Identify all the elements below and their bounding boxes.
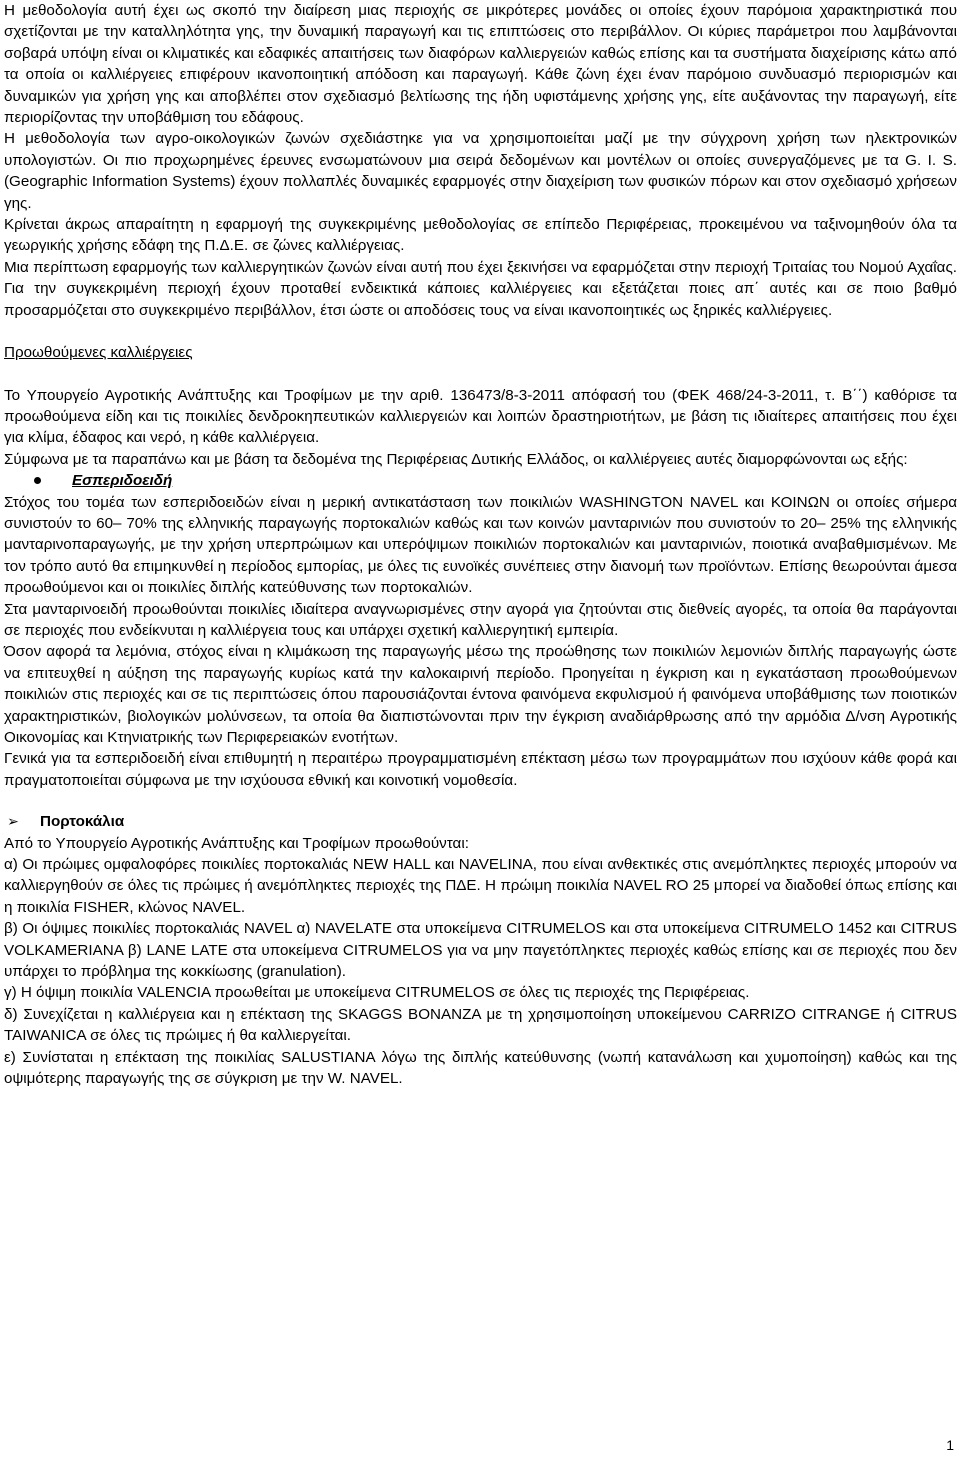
oranges-paragraph-4: γ) Η όψιμη ποικιλία VALENCIA προωθείται με υποκείμενα CITRUMELOS σε όλες τις περιοχές της Περιφέρειας. [4,984,750,1002]
citrus-paragraph-1: Στόχος του τομέα των εσπεριδοειδών είναι η μερική αντικατάσταση των ποικιλιών WASHINGTON NAVEL και ΚΟΙΝΩΝ οι οποίες σήμερα συνιστούν το 60– 70% της ελληνικής παραγωγής πορτοκαλιών καθώς και των κοινών μανταρινιών που συνιστούν το 20– 25% της ελληνικής μανταρινοπαραγωγής, με την χρήση υπερπρώιμων και υπερόψιμων ποικιλιών πορτοκαλιών και μανταρινιών, ποιοτικά αναβαθμισμένων. Με τον τρόπο αυτό θα επιμηκυνθεί η περίοδος εμπορίας, με όλες τις ευνοϊκές συνέπειες στην διανομή των προϊόντων. Επίσης θεωρούνται άμεσα προωθούμενοι και οι ποικιλίες διπλής κατεύθυνσης των πορτοκαλιών. [4,493,957,597]
arrow-oranges [4,811,957,832]
section-paragraph-1: Το Υπουργείο Αγροτικής Ανάπτυξης και Τροφίμων με την αριθ. 136473/8-3-2011 απόφασή του (ΦΕΚ 468/24-3-2011, τ. Β΄΄) καθόρισε τα προωθούμενα είδη και τις ποικιλίες δενδροκηπευτικών καλλιεργειών και λοιπών δραστηριοτήτων, με βάση τις ιδιαίτερες απαιτήσεις που έχει για κλίμα, έδαφος και νερό, η κάθε καλλιέργεια. [4,386,957,447]
arrow-heading: Πορτοκάλια [40,813,125,831]
citrus-paragraph-4: Γενικά για τα εσπεριδοειδή είναι επιθυμητή η περαιτέρω προγραμματισμένη επέκταση μέσω των προγραμμάτων που ισχύουν κάθε φορά και πραγματοποιείται σύμφωνα με την ισχύουσα εθνική και κοινοτική νομοθεσία. [4,750,957,789]
arrowhead-bullet-icon: ➢ [7,813,19,830]
document-page [4,0,957,1090]
spacer [4,364,957,385]
citrus-paragraph-2: Στα μανταρινοειδή προωθούνται ποικιλίες ιδιαίτερα αναγνωρισμένες στην αγορά για ζητούνται στις διεθνείς αγορές, τα οποία θα παράγονται σε περιοχές που ενδείκνυται η καλλιέργεια τους και υπάρχει σχετική καλλιεργητική εμπειρία. [4,600,957,639]
bullet-heading: Εσπεριδοειδή [72,472,173,490]
spacer [4,321,957,342]
citrus-paragraph-3: Όσον αφορά τα λεμόνια, στόχος είναι η κλιμάκωση της παραγωγής μέσω της προώθησης των ποικιλιών λεμονιών διπλής παραγωγής ώστε να επιτευχθεί η αύξηση της παραγωγής κυρίως κατά την καλοκαιρινή περίοδο. Προηγείται η έγκριση και η εγκατάσταση προωθούμενων ποικιλιών στις περιοχές και σε τις περιπτώσεις όπου παρουσιάζονται έντονα φαινόμενα εκφυλισμού ή φαινόμενα υποβάθμισης των ποιοτικών χαρακτηριστικών, βιολογικών μολύνσεων, τα οποία θα διαπιστώνονται πριν την έγκριση αναδιάρθρωσης από την αρμόδια Δ/νση Αγροτικής Οικονομίας και Κτηνιατρικής των Περιφερειακών ενοτήτων. [4,643,957,746]
intro-paragraph-3: Κρίνεται άκρως απαραίτητη η εφαρμογή της συγκεκριμένης μεθοδολογίας σε επίπεδο Περιφέρειας, προκειμένου να ταξινομηθούν όλα τα γεωργικής χρήσης εδάφη της Π.Δ.Ε. σε ζώνες καλλιέργειας. [4,216,957,255]
spacer [4,791,957,811]
section-paragraph-2: Σύμφωνα με τα παραπάνω και με βάση τα δεδομένα της Περιφέρειας Δυτικής Ελλάδος, οι καλλιέργειες αυτές διαμορφώνονται ως εξής: [4,450,908,468]
oranges-paragraph-5: δ) Συνεχίζεται η καλλιέργεια και η επέκταση της SKAGGS BONANZA με τη χρησιμοποίηση υποκείμενου CARRIZO CITRANGE ή CITRUS TAIWANICA σε όλες τις πρώιμες ή θα καλλιεργείται. [4,1005,957,1045]
section-heading: Προωθούμενες καλλιέργειες [4,344,193,362]
oranges-paragraph-6: ε) Συνίσταται η επέκταση της ποικιλίας SALUSTIANA λόγω της διπλής κατεύθυνσης (νωπή κατανάλωση και χυμοποίηση) καθώς και της οψιμότερης παραγωγής της σε σύγκριση με την W. NAVEL. [4,1048,957,1088]
intro-paragraph-2: Η μεθοδολογία των αγρο-οικολογικών ζωνών σχεδιάστηκε για να χρησιμοποιείται μαζί με την σύγχρονη χρήση των ηλεκτρονικών υπολογιστών. Οι πιο προχωρημένες έρευνες ενσωματώνουν μια σειρά δεδομένων και μοντέλων οι οποίες συνεργαζόμενες με τα G. I. S. (Geographic Information Systems) έχουν πολλαπλές δυναμικές εφαρμογές στην διαχείριση των φυσικών πόρων και στον σχεδιασμό χρήσεων γης. [4,130,957,212]
intro-paragraph-4: Μια περίπτωση εφαρμογής των καλλιεργητικών ζωνών είναι αυτή που έχει ξεκινήσει να εφαρμόζεται στην περιοχή Τριταίας του Νομού Αχαΐας. Για την συγκεκριμένη περιοχή έχουν προταθεί ενδεικτικά κάποιες καλλιέργειες και εξετάζεται ποιες απ΄ αυτές και σε ποιο βαθμό προσαρμόζεται στο συγκεκριμένο περιβάλλον, έτσι ώστε οι αποδόσεις τους να είναι ικανοποιητικές ως ξηρικές καλλιέργειες. [4,258,957,319]
intro-paragraph-1: Η μεθοδολογία αυτή έχει ως σκοπό την διαίρεση μιας περιοχής σε μικρότερες μονάδες οι οποίες έχουν παρόμοια χαρακτηριστικά που σχετίζονται με την καταλληλότητα γης, την δυναμική παραγωγή και τις επιπτώσεις στο περιβάλλον. Οι κύριες παράμετροι που λαμβάνονται σοβαρά υπόψη είναι οι κλιματικές και εδαφικές απαιτήσεις των διαφόρων καλλιεργειών καθώς επίσης και τα συστήματα διαχείρισης κάτω από τα οποία οι καλλιέργειες επιφέρουν ικανοποιητική απόδοση και παραγωγή. Κάθε ζώνη έχει έναν παρόμοιο συνδυασμό περιορισμών και δυναμικών για χρήση γης και αποβλέπει στον σχεδιασμό βελτίωσης της ήδη υφιστάμενης χρήσης γης, είτε αυξάνοντας την παραγωγή, είτε περιορίζοντας την υποβάθμιση του εδάφους. [4,2,957,127]
oranges-paragraph-1: Από το Υπουργείο Αγροτικής Ανάπτυξης και Τροφίμων προωθούνται: [4,834,469,852]
bullet-citrus [4,470,957,491]
oranges-paragraph-3: β) Οι όψιμες ποικιλίες πορτοκαλιάς NAVEL α) NAVELATE στα υποκείμενα CITRUMELOS και στα υποκείμενα CITRUMELO 1452 και CITRUS VOLKAMERIANA β) LANE LATE στα υποκείμενα CITRUMELOS για να μην παγετόπληκτες περιοχές καθώς επίσης και σε περιοχές που δεν υπάρχει το πρόβλημα της κοκκίωσης (granulation). [4,920,957,981]
oranges-paragraph-2: α) Οι πρώιμες ομφαλοφόρες ποικιλίες πορτοκαλιάς NEW HALL και NAVELINA, που είναι ανθεκτικές στις ανεμόπληκτες περιοχές μπορούν να καλλιεργηθούν σε όλες τις πρώιμες ή ανεμόπληκτες περιοχές της ΠΔΕ. Η πρώιμη ποικιλία NAVEL RO 25 μπορεί να διαδοθεί όπως επίσης και η ποικιλία FISHER, κλώνος NAVEL. [4,856,957,916]
page-number: 1 [946,1437,954,1453]
bullet-dot-icon [34,477,41,484]
